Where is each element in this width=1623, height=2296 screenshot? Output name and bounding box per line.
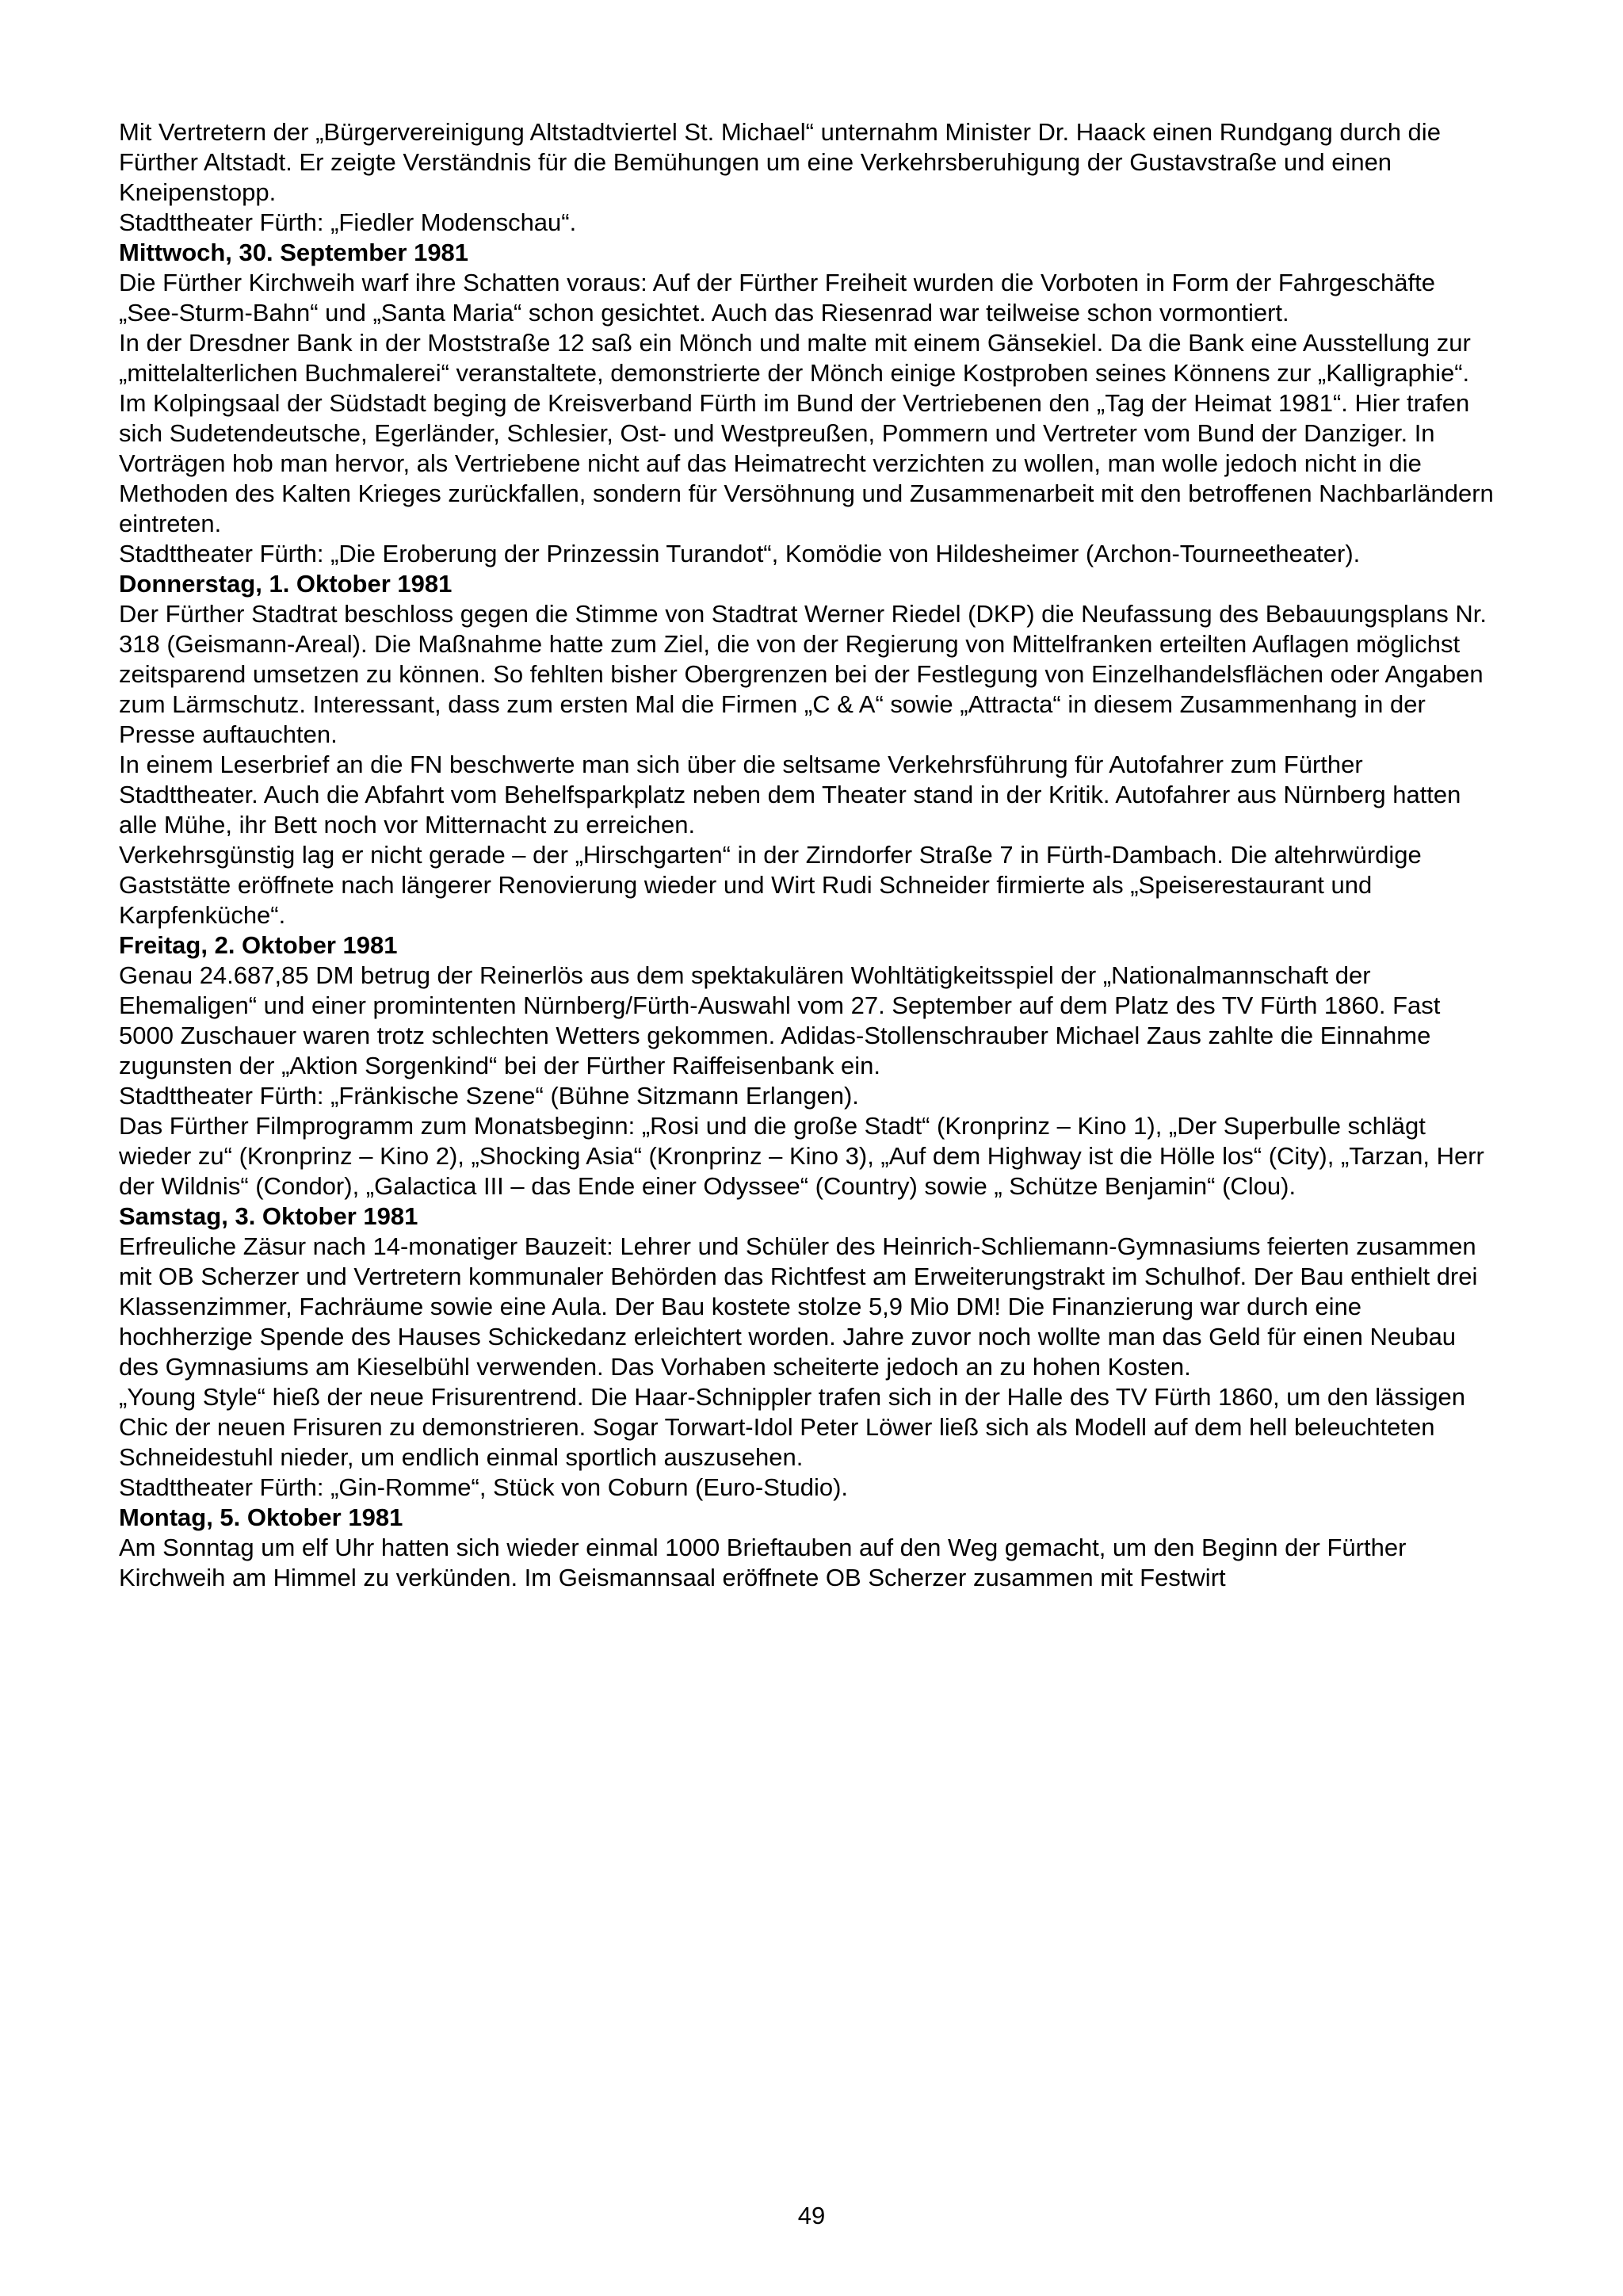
- paragraph: Im Kolpingsaal der Südstadt beging de Kreisverband Fürth im Bund der Vertriebenen den „Tag der Heimat 1981“. Hier trafen sich Sudetendeutsche, Egerländer, Schlesier, Ost- und Westpreußen, Pommern und Vertreter vom Bund der Danziger. In Vorträgen hob man hervor, als Vertriebene nicht auf das Heimatrecht verzichten zu wollen, man wolle jedoch nicht in die Methoden des Kalten Krieges zurückfallen, sondern für Versöhnung und Zusammenarbeit mit den betroffenen Nachbarländern eintreten.: [119, 389, 1494, 537]
- paragraph: In einem Leserbrief an die FN beschwerte man sich über die seltsame Verkehrsführung für Autofahrer zum Fürther Stadttheater. Auch die Abfahrt vom Behelfsparkplatz neben dem Theater stand in der Kritik. Autofahrer aus Nürnberg hatten alle Mühe, ihr Bett noch vor Mitternacht zu erreichen.: [119, 751, 1461, 839]
- page-content: [119, 117, 1501, 1593]
- paragraph: Genau 24.687,85 DM betrug der Reinerlös aus dem spektakulären Wohltätigkeitsspiel der „Nationalmannschaft der Ehemaligen“ und einer promintenten Nürnberg/Fürth-Auswahl vom 27. September auf dem Platz des TV Fürth 1860. Fast 5000 Zuschauer waren trotz schlechten Wetters gekommen. Adidas-Stollenschrauber Michael Zaus zahlte die Einnahme zugunsten der „Aktion Sorgenkind“ bei der Fürther Raiffeisenbank ein.: [119, 961, 1441, 1079]
- paragraph: Das Fürther Filmprogramm zum Monatsbeginn: „Rosi und die große Stadt“ (Kronprinz – Kino 1), „Der Superbulle schlägt wieder zu“ (Kronprinz – Kino 2), „Shocking Asia“ (Kronprinz – Kino 3), „Auf dem Highway ist die Hölle los“ (City), „Tarzan, Herr der Wildnis“ (Condor), „Galactica III – das Ende einer Odyssee“ (Country) sowie „ Schütze Benjamin“ (Clou).: [119, 1112, 1484, 1200]
- paragraph: Verkehrsgünstig lag er nicht gerade – der „Hirschgarten“ in der Zirndorfer Straße 7 in Fürth-Dambach. Die altehrwürdige Gaststätte eröffnete nach längerer Renovierung wieder und Wirt Rudi Schneider firmierte als „Speiserestaurant und Karpfenküche“.: [119, 841, 1422, 929]
- paragraph: In der Dresdner Bank in der Moststraße 12 saß ein Mönch und malte mit einem Gänsekiel. Da die Bank eine Ausstellung zur „mittelalterlichen Buchmalerei“ veranstaltete, demonstrierte der Mönch einige Kostproben seines Könnens zur „Kalligraphie“.: [119, 329, 1471, 387]
- paragraph: Der Fürther Stadtrat beschloss gegen die Stimme von Stadtrat Werner Riedel (DKP) die Neufassung des Bebauungsplans Nr. 318 (Geismann-Areal). Die Maßnahme hatte zum Ziel, die von der Regierung von Mittelfranken erteilten Auflagen möglichst zeitsparend umsetzen zu können. So fehlten bisher Obergrenzen bei der Festlegung von Einzelhandelsflächen oder Angaben zum Lärmschutz. Interessant, dass zum ersten Mal die Firmen „C & A“ sowie „Attracta“ in diesem Zusammenhang in der Presse auftauchten.: [119, 600, 1487, 748]
- section-heading: Samstag, 3. Oktober 1981: [119, 1202, 418, 1230]
- paragraph: Die Fürther Kirchweih warf ihre Schatten voraus: Auf der Fürther Freiheit wurden die Vorboten in Form der Fahrgeschäfte „See-Sturm-Bahn“ und „Santa Maria“ schon gesichtet. Auch das Riesenrad war teilweise schon vormontiert.: [119, 269, 1435, 327]
- paragraph: Mit Vertretern der „Bürgervereinigung Altstadtviertel St. Michael“ unternahm Minister Dr. Haack einen Rundgang durch die Fürther Altstadt. Er zeigte Verständnis für die Bemühungen um eine Verkehrsberuhigung der Gustavstraße und einen Kneipenstopp.: [119, 118, 1441, 206]
- section-heading: Freitag, 2. Oktober 1981: [119, 931, 398, 959]
- paragraph: Stadttheater Fürth: „Gin-Romme“, Stück von Coburn (Euro-Studio).: [119, 1473, 849, 1501]
- section-heading: Montag, 5. Oktober 1981: [119, 1503, 403, 1531]
- paragraph: Stadttheater Fürth: „Fiedler Modenschau“.: [119, 208, 577, 236]
- paragraph: Stadttheater Fürth: „Die Eroberung der Prinzessin Turandot“, Komödie von Hildesheimer (Archon-Tourneetheater).: [119, 540, 1361, 567]
- paragraph: Stadttheater Fürth: „Fränkische Szene“ (Bühne Sitzmann Erlangen).: [119, 1082, 859, 1110]
- paragraph: Am Sonntag um elf Uhr hatten sich wieder einmal 1000 Brieftauben auf den Weg gemacht, um den Beginn der Fürther Kirchweih am Himmel zu verkünden. Im Geismannsaal eröffnete OB Scherzer zusammen mit Festwirt: [119, 1534, 1407, 1591]
- paragraph: „Young Style“ hieß der neue Frisurentrend. Die Haar-Schnippler trafen sich in der Halle des TV Fürth 1860, um den lässigen Chic der neuen Frisuren zu demonstrieren. Sogar Torwart-Idol Peter Löwer ließ sich als Modell auf dem hell beleuchteten Schneidestuhl nieder, um endlich einmal sportlich auszusehen.: [119, 1383, 1466, 1471]
- page-number: 49: [797, 2202, 826, 2229]
- paragraph: Erfreuliche Zäsur nach 14-monatiger Bauzeit: Lehrer und Schüler des Heinrich-Schliemann-Gymnasiums feierten zusammen mit OB Scherzer und Vertretern kommunaler Behörden das Richtfest am Erweiterungstrakt im Schulhof. Der Bau enthielt drei Klassenzimmer, Fachräume sowie eine Aula. Der Bau kostete stolze 5,9 Mio DM! Die Finanzierung war durch eine hochherzige Spende des Hauses Schickedanz erleichtert worden. Jahre zuvor noch wollte man das Geld für einen Neubau des Gymnasiums am Kieselbühl verwenden. Das Vorhaben scheiterte jedoch an zu hohen Kosten.: [119, 1232, 1478, 1381]
- section-heading: Donnerstag, 1. Oktober 1981: [119, 570, 453, 598]
- section-heading: Mittwoch, 30. September 1981: [119, 239, 469, 266]
